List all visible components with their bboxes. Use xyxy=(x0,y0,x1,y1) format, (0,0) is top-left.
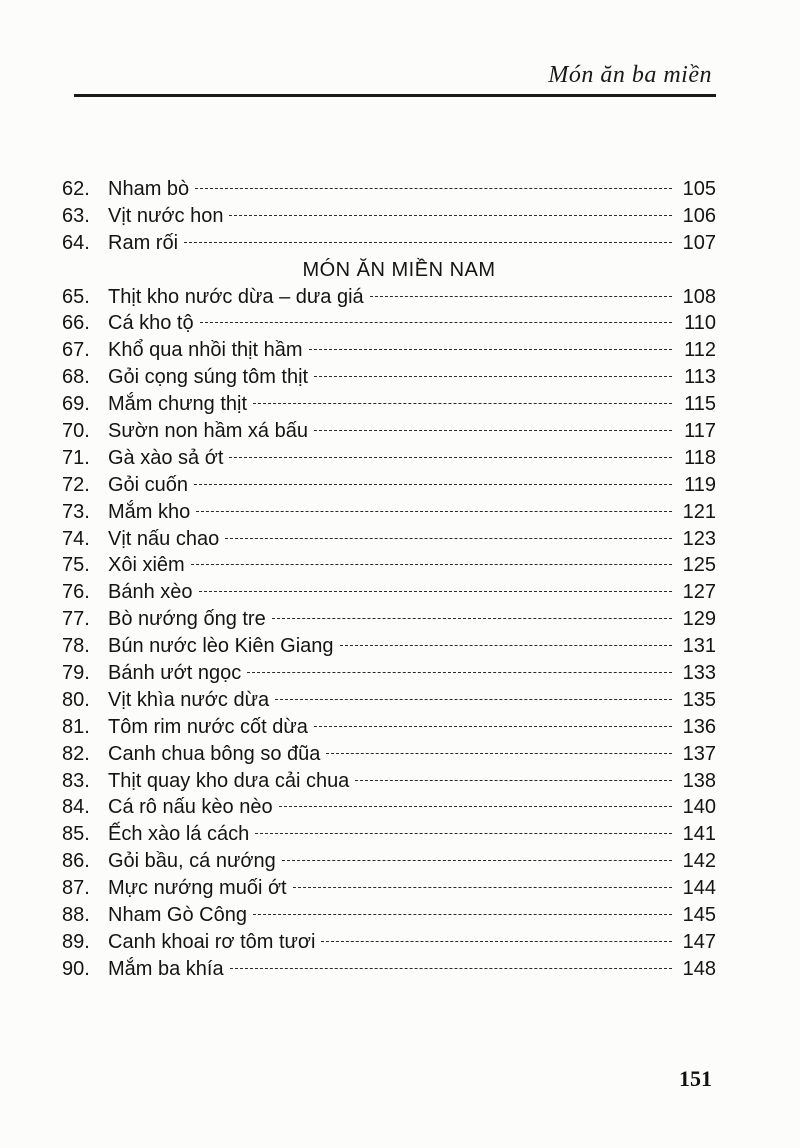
toc-entry-page: 145 xyxy=(682,904,716,927)
toc-entry xyxy=(62,633,716,660)
toc-dot-leader xyxy=(326,753,672,754)
toc-entry-title: Ram rối xyxy=(108,231,179,254)
toc-entry xyxy=(62,660,716,687)
toc-entry-title: Gỏi cuốn xyxy=(108,473,189,496)
toc-dot-leader xyxy=(229,457,672,458)
running-title: Món ăn ba miền xyxy=(548,62,712,88)
toc-entry xyxy=(62,176,716,203)
toc-dot-leader xyxy=(199,591,672,592)
toc-entry-page: 136 xyxy=(682,715,716,738)
toc-dot-leader xyxy=(230,968,672,969)
toc-entry-page: 144 xyxy=(682,877,716,900)
toc-entry-number: 85. xyxy=(62,823,90,846)
toc-entry-number: 73. xyxy=(62,500,90,523)
toc-dot-leader xyxy=(275,699,672,700)
toc-entry-number: 82. xyxy=(62,742,90,765)
toc-entry xyxy=(62,687,716,714)
toc-entry-number: 74. xyxy=(62,527,90,550)
toc-entry xyxy=(62,902,716,929)
toc-dot-leader xyxy=(194,484,672,485)
toc-entry-title: Vịt khìa nước dừa xyxy=(108,688,270,711)
toc-entry-title: Gà xào sả ớt xyxy=(108,446,224,469)
toc-entry-title: Ếch xào lá cách xyxy=(108,823,250,846)
toc-entry-page: 140 xyxy=(682,796,716,819)
header-rule xyxy=(74,94,716,97)
toc-entry-number: 86. xyxy=(62,850,90,873)
toc-entry xyxy=(62,956,716,983)
toc-dot-leader xyxy=(293,887,672,888)
toc-entry-title: Bánh xèo xyxy=(108,581,193,604)
toc-entry-title: Thịt kho nước dừa – dưa giá xyxy=(108,285,364,308)
toc-dot-leader xyxy=(253,914,672,915)
toc-entry xyxy=(62,499,716,526)
toc-dot-leader xyxy=(200,322,672,323)
toc-group-top xyxy=(62,176,716,257)
toc-entry-number: 79. xyxy=(62,662,90,685)
toc-entry-page: 131 xyxy=(682,635,716,658)
toc-dot-leader xyxy=(355,780,672,781)
toc-entry-page: 119 xyxy=(684,473,716,496)
toc-dot-leader xyxy=(272,618,672,619)
toc-entry-number: 87. xyxy=(62,877,90,900)
toc-entry xyxy=(62,552,716,579)
toc-entry-number: 70. xyxy=(62,420,90,443)
toc-entry-page: 121 xyxy=(682,500,716,523)
toc-entry-number: 77. xyxy=(62,608,90,631)
toc-entry-title: Gỏi cọng súng tôm thịt xyxy=(108,366,309,389)
toc-entry-number: 72. xyxy=(62,473,90,496)
toc-entry-page: 127 xyxy=(682,581,716,604)
toc-entry-page: 118 xyxy=(684,446,716,469)
toc-entry-title: Xôi xiêm xyxy=(108,554,185,577)
toc-entry-number: 80. xyxy=(62,688,90,711)
toc-entry-number: 71. xyxy=(62,446,90,469)
toc-entry-title: Thịt quay kho dưa cải chua xyxy=(108,769,350,792)
toc-entry-number: 81. xyxy=(62,715,90,738)
toc-dot-leader xyxy=(309,349,672,350)
toc-entry-page: 137 xyxy=(682,742,716,765)
toc-entry-page: 117 xyxy=(684,420,716,443)
toc-entry-page: 147 xyxy=(682,930,716,953)
toc-entry xyxy=(62,741,716,768)
toc-dot-leader xyxy=(247,672,672,673)
toc-entry-title: Bánh ướt ngọc xyxy=(108,662,242,685)
toc-entry-title: Mắm chưng thịt xyxy=(108,393,247,416)
toc-entry xyxy=(62,875,716,902)
toc-entry xyxy=(62,284,716,311)
toc-entry xyxy=(62,768,716,795)
toc-entry-title: Vịt nước hon xyxy=(108,204,224,227)
toc-entry-page: 110 xyxy=(684,312,716,335)
toc-dot-leader xyxy=(229,215,672,216)
toc-entry-page: 108 xyxy=(682,285,716,308)
toc-entry-page: 107 xyxy=(682,231,716,254)
toc-entry xyxy=(62,848,716,875)
page-number: 151 xyxy=(679,1066,712,1091)
toc-entry-title: Vịt nấu chao xyxy=(108,527,220,550)
toc-entry-page: 141 xyxy=(682,823,716,846)
toc-entry xyxy=(62,445,716,472)
toc-dot-leader xyxy=(314,726,672,727)
toc-entry-number: 89. xyxy=(62,930,90,953)
toc-dot-leader xyxy=(184,242,672,243)
table-of-contents xyxy=(62,176,716,983)
toc-entry-page: 142 xyxy=(682,850,716,873)
toc-entry-title: Tôm rim nước cốt dừa xyxy=(108,715,308,738)
toc-entry xyxy=(62,364,716,391)
toc-dot-leader xyxy=(282,860,672,861)
toc-entry-number: 64. xyxy=(62,231,90,254)
toc-dot-leader xyxy=(314,430,672,431)
toc-entry-number: 65. xyxy=(62,285,90,308)
toc-entry xyxy=(62,606,716,633)
toc-entry xyxy=(62,230,716,257)
toc-dot-leader xyxy=(253,403,672,404)
toc-entry-number: 68. xyxy=(62,366,90,389)
toc-entry-title: Sườn non hầm xá bấu xyxy=(108,420,308,443)
toc-entry-title: Gỏi bầu, cá nướng xyxy=(108,850,276,873)
toc-entry xyxy=(62,418,716,445)
toc-dot-leader xyxy=(196,511,672,512)
toc-dot-leader xyxy=(191,564,672,565)
toc-entry xyxy=(62,821,716,848)
toc-entry-title: Khổ qua nhồi thịt hầm xyxy=(108,339,303,362)
toc-entry-title: Nham Gò Công xyxy=(108,904,247,927)
toc-entry-page: 112 xyxy=(684,339,716,362)
toc-entry-number: 69. xyxy=(62,393,90,416)
toc-entry-page: 113 xyxy=(684,366,716,389)
toc-dot-leader xyxy=(340,645,672,646)
section-heading: MÓN ĂN MIỀN NAM xyxy=(302,258,496,281)
toc-entry-title: Cá kho tộ xyxy=(108,312,194,335)
toc-entry-title: Canh khoai rơ tôm tươi xyxy=(108,930,316,953)
toc-entry-number: 62. xyxy=(62,178,90,200)
toc-dot-leader xyxy=(279,806,672,807)
toc-group-south xyxy=(62,284,716,983)
toc-entry-number: 88. xyxy=(62,904,90,927)
toc-entry-page: 133 xyxy=(682,662,716,685)
toc-entry-title: Bún nước lèo Kiên Giang xyxy=(108,635,334,658)
toc-entry-page: 115 xyxy=(684,393,716,416)
toc-entry-page: 138 xyxy=(682,769,716,792)
toc-entry-title: Mực nướng muối ớt xyxy=(108,877,287,900)
toc-dot-leader xyxy=(370,296,672,297)
toc-entry-number: 78. xyxy=(62,635,90,658)
toc-entry xyxy=(62,472,716,499)
toc-entry xyxy=(62,310,716,337)
toc-entry-number: 67. xyxy=(62,339,90,362)
toc-entry-number: 84. xyxy=(62,796,90,819)
toc-entry xyxy=(62,526,716,553)
toc-entry-number: 75. xyxy=(62,554,90,577)
toc-entry-title: Nham bò xyxy=(108,178,190,200)
toc-entry-title: Cá rô nấu kèo nèo xyxy=(108,796,273,819)
toc-entry xyxy=(62,714,716,741)
toc-entry-title: Mắm ba khía xyxy=(108,957,224,980)
toc-dot-leader xyxy=(255,833,672,834)
toc-entry-number: 83. xyxy=(62,769,90,792)
toc-dot-leader xyxy=(225,538,672,539)
toc-entry-page: 125 xyxy=(682,554,716,577)
toc-entry-title: Canh chua bông so đũa xyxy=(108,742,321,765)
toc-entry-title: Bò nướng ống tre xyxy=(108,608,266,631)
toc-entry-title: Mắm kho xyxy=(108,500,191,523)
toc-entry xyxy=(62,337,716,364)
toc-dot-leader xyxy=(321,941,672,942)
toc-entry-number: 90. xyxy=(62,957,90,980)
toc-entry-page: 148 xyxy=(682,957,716,980)
toc-entry-number: 63. xyxy=(62,204,90,227)
toc-entry-page: 123 xyxy=(682,527,716,550)
toc-entry-number: 76. xyxy=(62,581,90,604)
toc-entry xyxy=(62,929,716,956)
toc-entry xyxy=(62,391,716,418)
toc-entry-page: 135 xyxy=(682,688,716,711)
toc-dot-leader xyxy=(314,376,672,377)
toc-entry xyxy=(62,579,716,606)
toc-dot-leader xyxy=(195,188,672,189)
toc-entry xyxy=(62,794,716,821)
toc-entry-page: 106 xyxy=(682,204,716,227)
toc-entry-number: 66. xyxy=(62,312,90,335)
toc-entry xyxy=(62,203,716,230)
toc-entry-page: 129 xyxy=(682,608,716,631)
toc-entry-page: 105 xyxy=(682,178,716,200)
